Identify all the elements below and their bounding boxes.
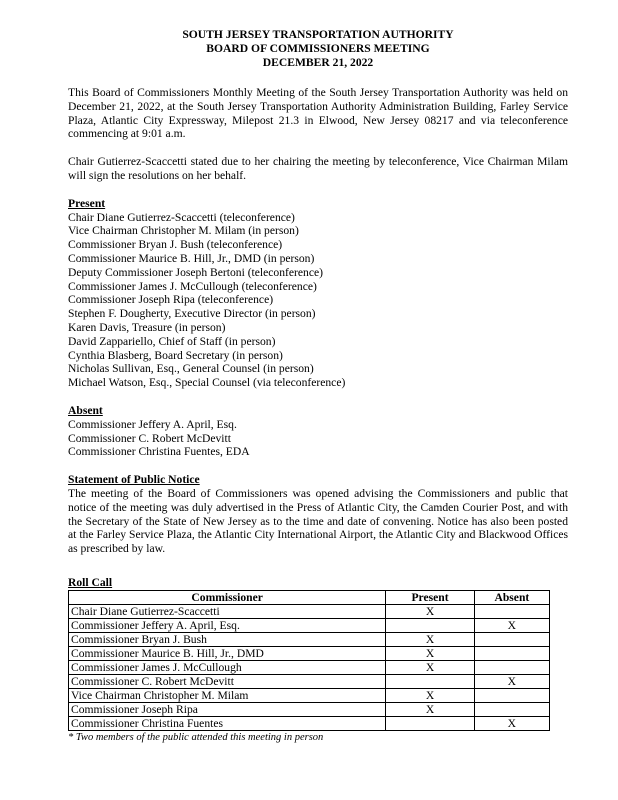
present-attendee: Nicholas Sullivan, Esq., General Counsel (in person) [68,362,314,376]
present-attendee: David Zappariello, Chief of Staff (in person) [68,334,276,348]
absent-cell: X [474,618,549,632]
roll-call-body [69,604,550,730]
present-heading: Present [68,196,106,210]
commissioner-cell: Commissioner James J. McCullough [69,660,386,674]
header-meeting: BOARD OF COMMISSIONERS MEETING [206,42,430,55]
present-attendee: Commissioner Bryan J. Bush (teleconference) [68,238,283,252]
chair-note-paragraph: Chair Gutierrez-Scaccetti stated due to her chairing the meeting by teleconference, Vice Chairman Milam will sign the resolutions on her behalf. [68,155,568,182]
table-row [69,632,550,646]
document-header [68,28,568,70]
roll-call-section [68,576,568,744]
present-cell [386,716,474,730]
present-attendee: Chair Diane Gutierrez-Scaccetti (teleconference) [68,210,295,224]
commissioner-cell: Commissioner Joseph Ripa [69,702,386,716]
present-attendee: Michael Watson, Esq., Special Counsel (via teleconference) [68,376,346,390]
present-cell: X [386,646,474,660]
absent-cell: X [474,674,549,688]
public-notice-section [68,473,568,556]
roll-call-table [68,590,550,731]
column-header-absent: Absent [474,590,549,604]
intro-paragraph: This Board of Commissioners Monthly Meeting of the South Jersey Transportation Authority was held on December 21, 2022, at the South Jersey Transportation Authority Administration Building, Farley Service Plaza, Atlantic City Expressway, Milepost 21.3 in Elwood, New Jersey 08217 and via teleconference commencing at 9:01 a.m. [68,86,568,141]
present-cell: X [386,660,474,674]
commissioner-cell: Commissioner Maurice B. Hill, Jr., DMD [69,646,386,660]
present-attendee: Stephen F. Dougherty, Executive Director (in person) [68,307,316,321]
commissioner-cell: Commissioner Christina Fuentes [69,716,386,730]
present-attendee: Commissioner James J. McCullough (teleconference) [68,279,317,293]
absent-cell [474,604,549,618]
header-organization: SOUTH JERSEY TRANSPORTATION AUTHORITY [182,28,454,41]
present-section [68,197,568,390]
absent-cell [474,632,549,646]
present-attendee: Karen Davis, Treasure (in person) [68,320,226,334]
commissioner-cell: Commissioner Jeffery A. April, Esq. [69,618,386,632]
commissioner-cell: Chair Diane Gutierrez-Scaccetti [69,604,386,618]
roll-call-heading: Roll Call [68,575,113,589]
table-row [69,660,550,674]
absent-cell: X [474,716,549,730]
table-row [69,604,550,618]
table-row [69,702,550,716]
present-cell: X [386,632,474,646]
column-header-present: Present [386,590,474,604]
table-row [69,646,550,660]
absent-cell [474,660,549,674]
present-attendee: Cynthia Blasberg, Board Secretary (in person) [68,348,283,362]
public-notice-heading: Statement of Public Notice [68,473,200,487]
absent-cell [474,688,549,702]
table-row [69,618,550,632]
commissioner-cell: Commissioner Bryan J. Bush [69,632,386,646]
present-cell [386,674,474,688]
present-attendee: Commissioner Maurice B. Hill, Jr., DMD (in person) [68,251,315,265]
absent-cell [474,646,549,660]
absent-attendee: Commissioner Christina Fuentes, EDA [68,445,250,459]
roll-call-footnote: * Two members of the public attended this meeting in person [68,731,324,743]
public-notice-text: The meeting of the Board of Commissioners was opened advising the Commissioners and public that notice of the meeting was duly advertised in the Press of Atlantic City, the Camden Courier Post, and with the Secretary of the State of New Jersey as to the time and date of convening. Notice has also been posted at the Farley Service Plaza, the Atlantic City International Airport, the Atlantic City and Blackwood Offices as prescribed by law. [68,486,568,556]
absent-section [68,404,568,459]
table-header-row [69,590,550,604]
absent-heading: Absent [68,403,103,417]
present-cell: X [386,688,474,702]
table-row [69,674,550,688]
present-attendee: Deputy Commissioner Joseph Bertoni (teleconference) [68,265,323,279]
present-cell: X [386,702,474,716]
absent-attendee: Commissioner C. Robert McDevitt [68,431,231,445]
table-row [69,688,550,702]
present-cell [386,618,474,632]
table-row [69,716,550,730]
present-attendee: Vice Chairman Christopher M. Milam (in person) [68,224,299,238]
absent-cell [474,702,549,716]
absent-attendee: Commissioner Jeffery A. April, Esq. [68,417,237,431]
absent-list [68,418,568,459]
commissioner-cell: Commissioner C. Robert McDevitt [69,674,386,688]
present-attendee: Commissioner Joseph Ripa (teleconference) [68,293,274,307]
present-list [68,211,568,390]
present-cell: X [386,604,474,618]
header-date: DECEMBER 21, 2022 [262,56,374,69]
commissioner-cell: Vice Chairman Christopher M. Milam [69,688,386,702]
column-header-commissioner: Commissioner [69,590,386,604]
